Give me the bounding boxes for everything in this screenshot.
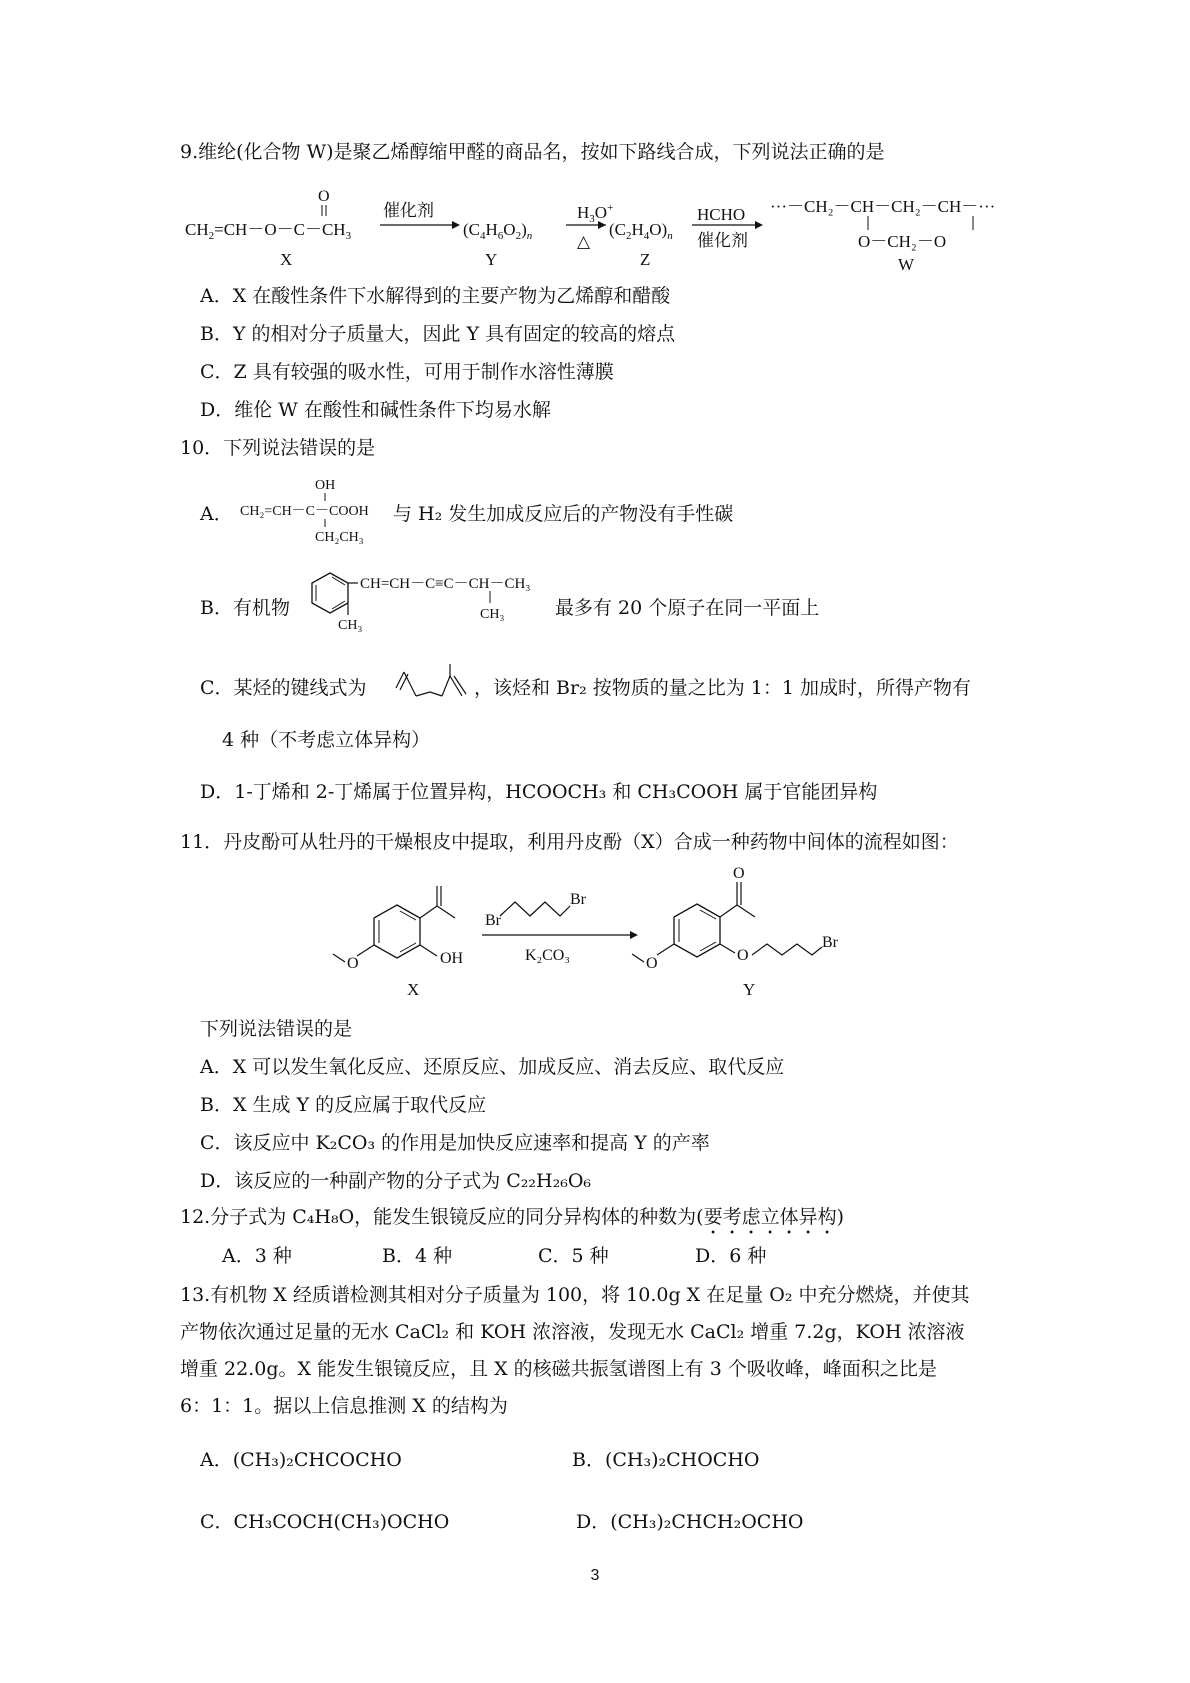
q9-y-formula: (C [463, 220, 480, 239]
svg-text:CH2=CH－O－C－CH3: $CH_2=CH-O-C-CH_3$ [185, 220, 352, 242]
q11-y-br: Br [822, 934, 838, 951]
svg-text:(C4H6O2)n: $(C_4H_6O_2)_n$ [463, 220, 533, 242]
q10-option-a-text: 与 H₂ 发生加成反应后的产物没有手性碳 [393, 503, 734, 525]
q9-arrow2-top: H [577, 203, 590, 222]
q11-stem: 11．丹皮酚可从牡丹的干燥根皮中提取，利用丹皮酚（X）合成一种药物中间体的流程如图： [180, 831, 959, 853]
q12-option-d: D．6 种 [695, 1245, 767, 1267]
q11-reagent-br2: Br [570, 891, 586, 908]
q13-option-a: A．(CH₃)₂CHCOCHO [200, 1449, 402, 1471]
q9-label-y: Y [485, 250, 498, 269]
q11-option-b: B．X 生成 Y 的反应属于取代反应 [200, 1094, 487, 1116]
q12-option-a: A．3 种 [222, 1245, 292, 1267]
q11-option-a: A．X 可以发生氧化反应、还原反应、加成反应、消去反应、取代反应 [200, 1056, 785, 1078]
svg-text:O: O [646, 955, 658, 972]
q9-x-ch2: CH [185, 220, 209, 239]
q10-option-c-text: ，该烃和 Br₂ 按物质的量之比为 1：1 加成时，所得产物有 [474, 677, 971, 699]
q9-label-z: Z [640, 250, 651, 269]
q9-option-d: D．维伦 W 在酸性和碱性条件下均易水解 [200, 399, 551, 421]
q9-x-chain: =CH－O－C－CH [214, 220, 346, 239]
q9-option-a: A．X 在酸性条件下水解得到的主要产物为乙烯醇和醋酸 [200, 285, 671, 307]
q11-y-carbonyl-o: O [733, 865, 745, 882]
svg-text:(C2H4O)n: $(C_2H_4O)_n$ [609, 220, 673, 242]
q11-condition: K₂CO₃ [525, 947, 570, 964]
svg-text:H3O+: $H_3O^+$ [577, 202, 614, 225]
q9-label-w: W [898, 255, 915, 274]
q13-line-3: 增重 22.0g。X 能发生银镜反应，且 X 的核磁共振氢谱图上有 3 个吸收峰，峰面积之比是 [180, 1358, 937, 1380]
q12-emphasis: 要考虑立体异构 [703, 1206, 837, 1228]
q11-x-oh: OH [440, 950, 464, 967]
q12-stem: 12.分子式为 C₄H₈O，能发生银镜反应的同分异构体的种数为(要考虑立体异构) [180, 1206, 845, 1228]
page-number: 3 [590, 1567, 600, 1584]
q9-carbonyl-o: O [318, 188, 330, 205]
q11-x-o: O [347, 955, 359, 972]
q10-option-a-prefix: A． [200, 503, 233, 525]
q9-arrow3-top: HCHO [697, 205, 746, 224]
q9-stem: 9.维纶(化合物 W)是聚乙烯醇缩甲醛的商品名，按如下路线合成，下列说法正确的是 [180, 141, 885, 163]
q9-arrow3-bottom: 催化剂 [697, 231, 748, 250]
q13-line-2: 产物依次通过足量的无水 CaCl₂ 和 KOH 浓溶液，发现无水 CaCl₂ 增重 7.2g，KOH 浓溶液 [180, 1321, 965, 1343]
svg-text:CH₃: CH₃ [338, 618, 363, 633]
q11-y-ether-o: O [737, 947, 749, 964]
svg-text:CH₂=CH－C－COOH: CH₂=CH－C－COOH [240, 504, 369, 519]
q13-option-c: C．CH₃COCH(CH₃)OCHO [200, 1511, 450, 1533]
q9-w-top: ···－CH₂－CH－CH₂－CH－··· [770, 197, 996, 216]
q9-arrow1-label: 催化剂 [383, 201, 434, 220]
q11-option-d: D．该反应的一种副产物的分子式为 C₂₂H₂₆O₆ [200, 1170, 592, 1192]
svg-text:CH=CH－C≡C－CH－CH₃: CH=CH－C≡C－CH－CH₃ [360, 576, 531, 592]
q11-lead: 下列说法错误的是 [200, 1018, 353, 1040]
q9-w-bottom: O－CH₂－O [858, 232, 947, 251]
q9-arrow2-bottom: △ [577, 232, 591, 251]
q13-line-1: 13.有机物 X 经质谱检测其相对分子质量为 100，将 10.0g X 在足量 O₂ 中充分燃烧，并使其 [180, 1284, 970, 1306]
q13-option-b: B．(CH₃)₂CHOCHO [572, 1449, 760, 1471]
q10-option-d: D．1-丁烯和 2-丁烯属于位置异构，HCOOCH₃ 和 CH₃COOH 属于官能团异构 [200, 781, 878, 803]
q10-stem: 10．下列说法错误的是 [180, 437, 376, 459]
svg-text:CH₃: CH₃ [480, 607, 505, 622]
q11-option-c: C．该反应中 K₂CO₃ 的作用是加快反应速率和提高 Y 的产率 [200, 1132, 710, 1154]
q10-option-b-prefix: B．有机物 [200, 597, 290, 619]
q13-line-4: 6：1：1。据以上信息推测 X 的结构为 [180, 1395, 508, 1417]
q9-z-formula: (C [609, 220, 626, 239]
q10-option-b-text: 最多有 20 个原子在同一平面上 [555, 597, 820, 619]
q11-label-y: Y [743, 980, 756, 999]
q13-option-d: D．(CH₃)₂CHCH₂OCHO [576, 1511, 804, 1533]
q12-option-c: C．5 种 [538, 1245, 609, 1267]
q9-option-c: C．Z 具有较强的吸水性，可用于制作水溶性薄膜 [200, 361, 614, 383]
q12-option-b: B．4 种 [382, 1245, 453, 1267]
svg-text:CH₂CH₃: CH₂CH₃ [315, 530, 364, 545]
svg-text:OH: OH [315, 478, 336, 493]
q11-reagent-br1: Br [485, 912, 501, 929]
q10-option-c-prefix: C．某烃的键线式为 [200, 677, 367, 699]
q9-option-b: B．Y 的相对分子质量大，因此 Y 具有固定的较高的熔点 [200, 323, 676, 345]
q10-option-c-line2: 4 种（不考虑立体异构） [222, 729, 431, 751]
q11-label-x: X [407, 980, 420, 999]
q9-label-x: X [280, 250, 293, 269]
